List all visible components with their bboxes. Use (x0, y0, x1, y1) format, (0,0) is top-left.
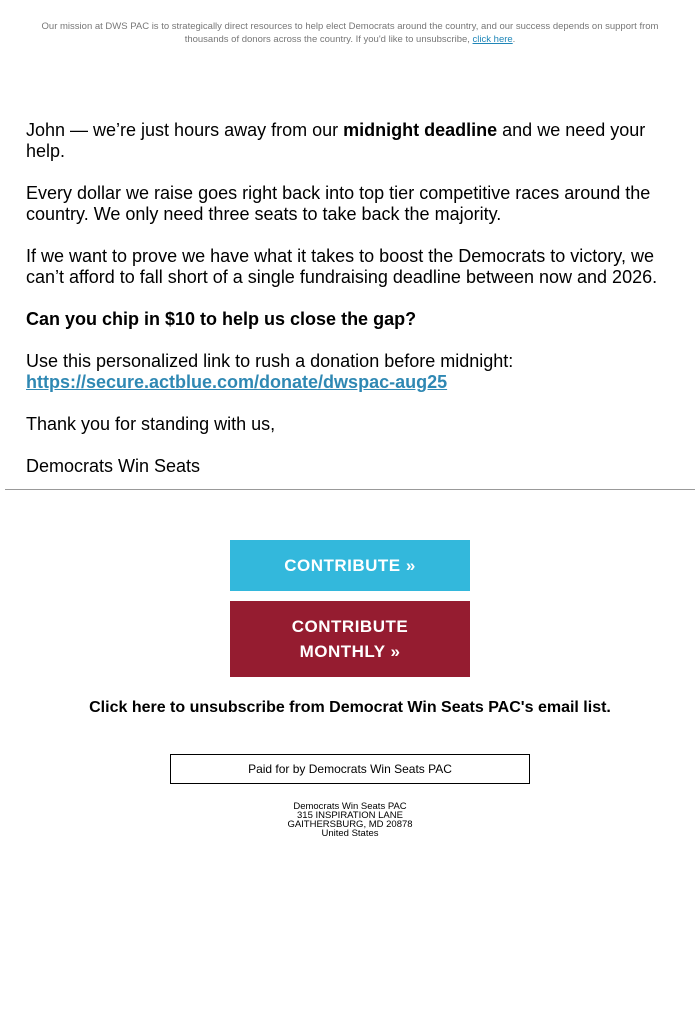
paragraph-thanks: Thank you for standing with us, (26, 414, 276, 434)
address-name: Democrats Win Seats PAC (293, 801, 407, 812)
paragraph-deadline-end: and we need your help. (26, 120, 646, 161)
contribute-button-label: CONTRIBUTE » (284, 555, 416, 575)
paragraph-deadline (26, 120, 676, 162)
contribute-monthly-line1: CONTRIBUTE (291, 617, 409, 636)
preheader-text: Our mission at DWS PAC is to strategically direct resources to help elect Democrats around the country, and our success depends on support from thousands of donors across the country. If you'd like to unsubscribe, (41, 21, 659, 45)
paragraph-every-dollar: Every dollar we raise goes right back into top tier competitive races around the country. We only need three seats to take back the majority. (26, 183, 651, 224)
preheader-unsubscribe-link[interactable]: click here (472, 34, 513, 45)
section-divider (5, 489, 695, 490)
address-street: 315 INSPIRATION LANE (297, 810, 403, 821)
paragraph-link-text: Use this personalized link to rush a donation before midnight: (26, 351, 514, 371)
unsubscribe-link[interactable]: Click here to unsubscribe from Democrat Win Seats PAC's email list. (89, 699, 611, 716)
donate-link[interactable]: https://secure.actblue.com/donate/dwspac-aug25 (26, 372, 448, 392)
address-city: GAITHERSBURG, MD 20878 (287, 819, 413, 830)
contribute-monthly-button[interactable] (230, 601, 470, 677)
paragraph-ask (26, 309, 676, 330)
paid-for-disclaimer (170, 754, 530, 784)
signature: Democrats Win Seats (26, 456, 201, 476)
preheader (40, 20, 660, 46)
contribute-monthly-line2: MONTHLY » (299, 642, 401, 661)
paragraph-prove: If we want to prove we have what it takes to boost the Democrats to victory, we can’t afford to fall short of a single fundraising deadline between now and 2026. (26, 246, 658, 287)
paragraph-link (26, 351, 676, 393)
midnight-deadline-emphasis: midnight deadline (343, 120, 498, 140)
ask-bold: Can you chip in $10 to help us close the gap? (26, 309, 417, 329)
address-country: United States (321, 828, 379, 839)
paid-for-text: Paid for by Democrats Win Seats PAC (248, 762, 452, 776)
preheader-period: . (512, 34, 516, 45)
paragraph-deadline-start: John — we’re just hours away from our (26, 120, 344, 140)
contribute-monthly-label (292, 614, 408, 664)
contribute-button[interactable] (230, 540, 470, 591)
mailing-address (0, 802, 700, 838)
letter-body (26, 120, 676, 498)
